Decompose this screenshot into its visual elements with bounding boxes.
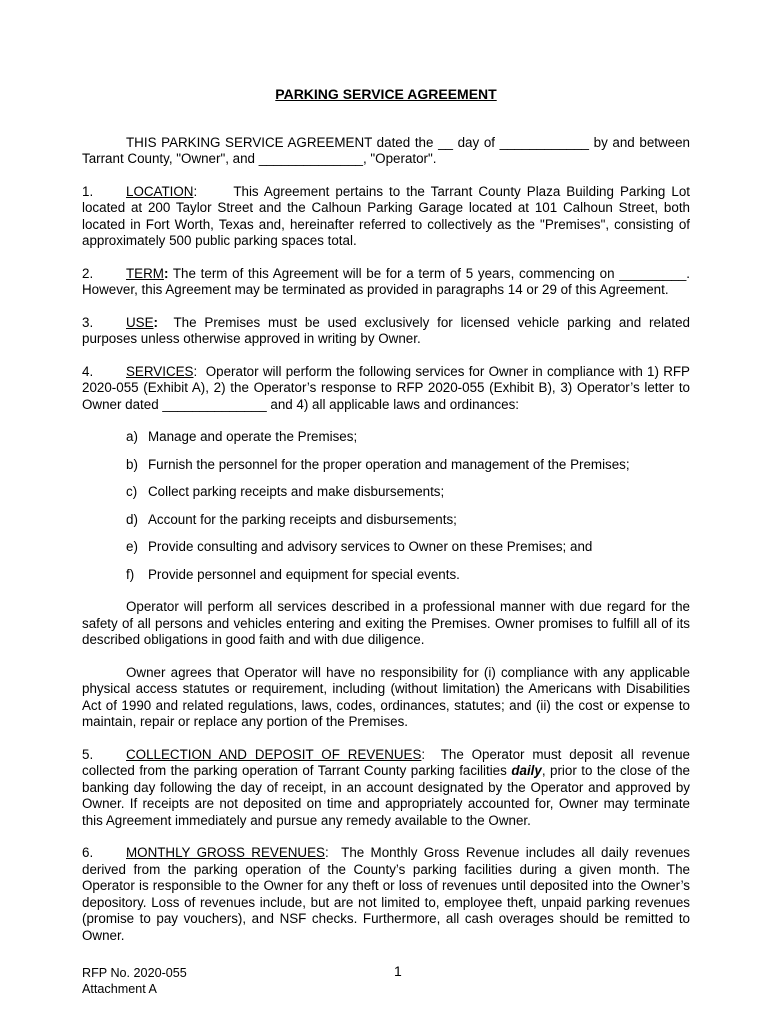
document-title: PARKING SERVICE AGREEMENT: [275, 86, 497, 102]
list-item-text: Collect parking receipts and make disbursements;: [148, 484, 445, 499]
footer-attachment: Attachment A: [82, 982, 157, 996]
list-marker: a): [126, 429, 138, 444]
section-heading: MONTHLY GROSS REVENUES: [126, 845, 325, 860]
section-number: 3.: [82, 314, 94, 330]
list-marker: c): [126, 484, 138, 499]
list-marker: d): [126, 511, 138, 527]
section-text: The Operator must deposit all revenue collected from the parking operation of Tarrant County parking facilities: [82, 746, 690, 778]
section-number: 4.: [82, 363, 94, 379]
page-number: 1: [394, 963, 402, 979]
section-use: [82, 315, 690, 348]
section-number: 5.: [82, 746, 94, 762]
section-number: 1.: [82, 183, 94, 199]
section-monthly-gross: [82, 845, 690, 944]
list-item: [82, 457, 690, 474]
operator-paragraph: Operator will perform all services described in a professional manner with due regard for the safety of all persons and vehicles entering and exiting the Premises. Owner promises to fulfill all of its described obligations in good faith and with due diligence.: [82, 599, 690, 647]
section-punct: :: [163, 265, 169, 281]
section-punct: :: [324, 845, 329, 860]
section-number: 2.: [82, 265, 94, 281]
footer-rfp-number: RFP No. 2020-055: [82, 966, 187, 980]
section-text: The Monthly Gross Revenue includes all daily revenues derived from the parking operation of the County’s parking facilities during a given month. The Operator is responsible to the Owner for any theft or loss of revenues until deposited into the Owner’s depository. Loss of revenues include, but are not limited to, employee theft, unpaid parking revenues (promise to pay vouchers), and NSF checks. Furthermore, all cash overages should be remitted to Owner.: [82, 845, 690, 943]
list-item: [82, 512, 690, 529]
list-marker: e): [126, 539, 138, 554]
section-text: The Premises must be used exclusively for licensed vehicle parking and related purposes unless otherwise approved in writing by Owner.: [82, 314, 690, 346]
list-item-text: Provide personnel and equipment for special events.: [148, 566, 460, 582]
section-text: The term of this Agreement will be for a term of 5 years, commencing on _________. However, this Agreement may be terminated as provided in paragraphs 14 or 29 of this Agreement.: [82, 265, 691, 297]
emphasis-daily: daily: [511, 763, 542, 778]
list-item: [82, 539, 690, 556]
document-body: [82, 82, 690, 944]
section-punct: :: [193, 183, 198, 199]
list-item-text: Account for the parking receipts and disbursements;: [148, 511, 457, 527]
section-term: [82, 266, 690, 299]
section-heading: LOCATION: [126, 183, 194, 199]
intro-paragraph: THIS PARKING SERVICE AGREEMENT dated the __ day of ____________ by and between Tarrant County, "Owner", and ______________, "Operator".: [82, 134, 690, 166]
section-text: This Agreement pertains to the Tarrant County Plaza Building Parking Lot located at 200 Taylor Street and the Calhoun Parking Garage located at 101 Calhoun Street, both located in Fort Worth, Texas and, hereinafter referred to collectively as the "Premises", consisting of approximately 500 public parking spaces total.: [82, 183, 690, 248]
section-punct: :: [421, 746, 426, 762]
list-item: [82, 484, 690, 501]
services-list: [82, 429, 690, 583]
list-item: [82, 567, 690, 584]
list-marker: f): [126, 566, 135, 582]
list-marker: b): [126, 456, 138, 472]
section-text: , prior to the close of the banking day following the day of receipt, in an account designated by the Operator and approved by Owner. If receipts are not deposited on time and appropriately accounted for, Owner may terminate this Agreement immediately and pursue any remedy available to the Owner.: [82, 763, 690, 828]
section-punct: :: [153, 314, 159, 330]
list-item-text: Provide consulting and advisory services to Owner on these Premises; and: [148, 539, 593, 554]
section-collection: [82, 747, 690, 830]
section-punct: :: [193, 363, 198, 379]
section-location: [82, 184, 690, 250]
owner-paragraph: Owner agrees that Operator will have no responsibility for (i) compliance with any applicable physical access statutes or requirement, including (without limitation) the Americans with Disabilities Act of 1990 and related regulations, laws, codes, ordinances, statutes; and (ii) the cost or expense to maintain, repair or replace any portion of the Premises.: [82, 664, 690, 729]
section-heading: COLLECTION AND DEPOSIT OF REVENUES: [126, 746, 422, 762]
page-footer: [82, 965, 187, 997]
section-heading: TERM: [126, 265, 164, 281]
section-heading: SERVICES: [126, 363, 194, 379]
list-item-text: Manage and operate the Premises;: [148, 429, 358, 444]
section-number: 6.: [82, 845, 94, 860]
list-item: [82, 429, 690, 446]
list-item-text: Furnish the personnel for the proper operation and management of the Premises;: [148, 456, 630, 472]
section-text: Operator will perform the following services for Owner in compliance with 1) RFP 2020-055 (Exhibit A), 2) the Operator’s response to RFP 2020-055 (Exhibit B), 3) Operator’s letter to Owner dated ______________ and 4) all applicable laws and ordinances:: [82, 363, 690, 412]
section-heading: USE: [126, 314, 154, 330]
section-services: [82, 364, 690, 414]
